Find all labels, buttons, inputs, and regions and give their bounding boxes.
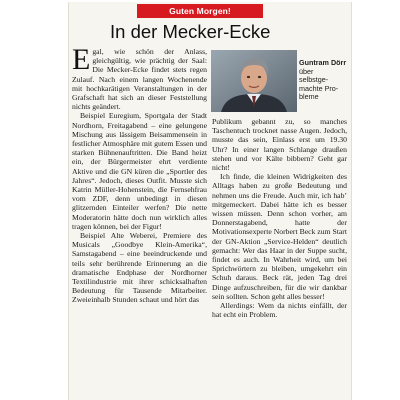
article-column-2 <box>212 117 347 399</box>
portrait-illustration <box>211 50 297 112</box>
paragraph-text: gal, wie schön der Anlass, gleichgültig, wie prächtig der Saal: Die Mecker-Ecke findet stets regen Zulauf. Nach einem langen Wochenende mit hochkarätigen Veranstaltungen in der Grafschaft hat sich an dieser Feststellung nichts geändert. <box>72 47 207 112</box>
paragraph: Publikum gebannt zu, so manches Taschentuch trocknet nasse Augen. Jedoch, musste das sein, Einlass erst um 19.30 Uhr? In einer langen Schlange draußen stehen und vor Kälte bibbern? Geht gar nicht! <box>212 117 347 173</box>
article-column-1 <box>72 47 207 399</box>
column-kicker: Guten Morgen! <box>137 4 263 18</box>
headline: In der Mecker-Ecke <box>110 21 271 42</box>
author-role-line: über <box>299 66 314 76</box>
paragraph <box>72 47 207 111</box>
drop-cap: E <box>72 47 91 76</box>
author-name: Guntram Dörr <box>299 58 347 67</box>
paragraph: Beispiel Euregium, Sportgala der Stadt Nordhorn, Freitagabend – eine gelungene Mischung aus lässigem Beisammensein in festlicher Atmosphäre mit gutem Essen und starken Bühnenauftritten. Die Band heizt ein, der Bürgermeister ehrt verdiente Aktive und die GN küren die „Sportler des Jahres“. Jedoch, dieses Outfit. Musste sich Katrin Müller-Hohenstein, die Fernsehfrau vom ZDF, denn unbedingt in diesen glitzernden Einteiler werfen? Die nette Moderatorin hätte doch nun wirklich alles tragen können, bei der Figur! <box>72 111 207 231</box>
paragraph: Allerdings: Wem da nichts einfällt, der hat echt ein Problem. <box>212 301 347 320</box>
author-role-line: selbstge- <box>299 75 329 85</box>
paragraph: Beispiel Alte Weberei, Premiere des Musicals „Goodbye Klein-Amerika“, Samstagabend – eine beeindruckende und teils sehr berührende Erinnerung an die dramatische Endphase der Nordhorner Textilindustrie mit ihrer schicksalhaften Bedeutung für Tausende Mitarbeiter. Zweieinhalb Stunden schaut und hört das <box>72 231 207 305</box>
author-caption <box>299 59 347 102</box>
author-role-line: bleme <box>299 92 319 102</box>
author-role-line: machte Pro- <box>299 83 339 93</box>
paragraph: Ich finde, die kleinen Widrigkeiten des Alltags haben zu große Bedeutung und nehmen uns die Freude. Auch mir, ich hab’ mitgemeckert. Dabei hätte ich es besser wissen müssen. Denn schon vorher, am Donnerstagabend, hatte der Motivationsexperte Norbert Beck zum Start der GN-Aktion „Service-Helden“ deutlich gemacht: Wer das Haar in der Suppe sucht, findet es auch. In Wahrheit wird, um bei Sprichwörtern zu bleiben, umgekehrt ein Schuh daraus. Beck rät, jeden Tag drei Dinge aufzuschreiben, für die wir dankbar sein sollten. Schon geht alles besser! <box>212 172 347 301</box>
author-portrait-photo <box>211 50 297 112</box>
